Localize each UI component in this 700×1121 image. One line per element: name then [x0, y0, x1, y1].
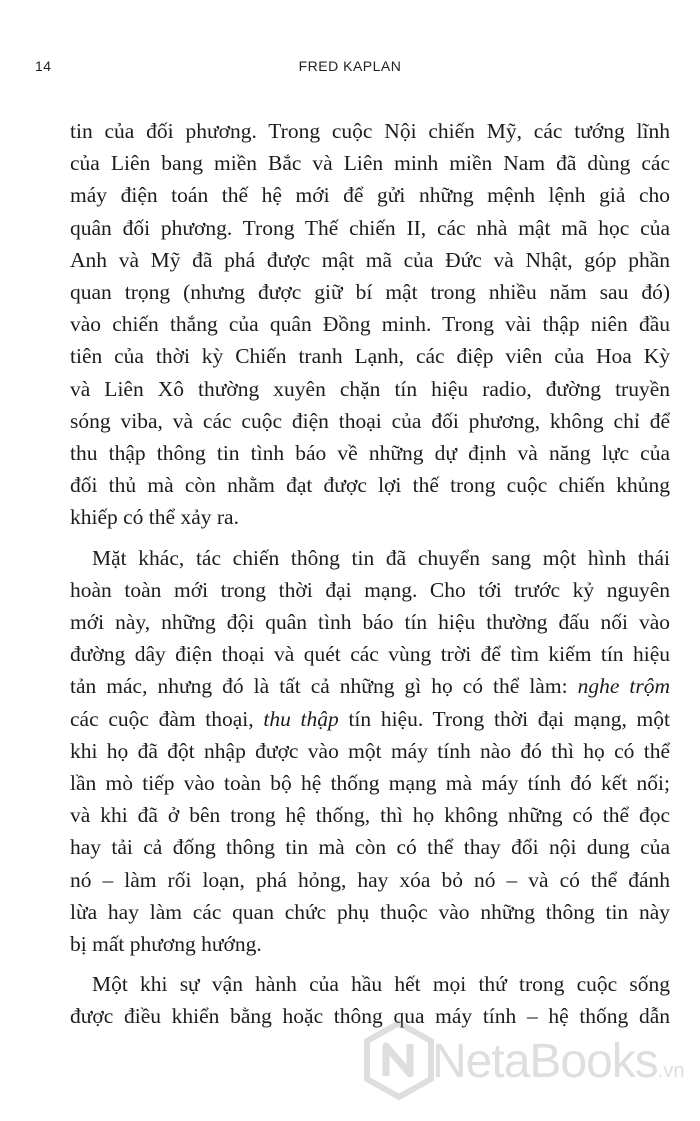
text-line: được điều khiển bằng hoặc thông qua máy tính – hệ thống dẫn — [70, 1004, 670, 1029]
paragraph-spacer — [70, 960, 670, 968]
italic-run: thu thập — [263, 706, 339, 731]
text-line: vào chiến thắng của quân Đồng minh. Trong vài thập niên đầu — [70, 312, 670, 337]
netabooks-watermark — [362, 1016, 694, 1108]
text-line: và Liên Xô thường xuyên chặn tín hiệu radio, đường truyền — [70, 376, 670, 401]
paragraph-1 — [70, 115, 670, 534]
text-line: khiếp có thể xảy ra. — [70, 505, 239, 530]
running-head-author: FRED KAPLAN — [298, 58, 402, 74]
text-line: Một khi sự vận hành của hầu hết mọi thứ trong cuộc sống — [92, 972, 670, 997]
watermark-brand: NetaBooks — [432, 1035, 658, 1088]
text-line: Anh và Mỹ đã phá được mật mã của Đức và Nhật, góp phần — [70, 247, 670, 272]
text-line-with-italic — [70, 703, 670, 735]
text-line: mới này, những đội quân tình báo tín hiệu thường đấu nối vào — [70, 610, 670, 635]
text-line: tiên của thời kỳ Chiến tranh Lạnh, các điệp viên của Hoa Kỳ — [70, 344, 670, 369]
running-header — [0, 58, 700, 80]
text-line: nó – làm rối loạn, phá hỏng, hay xóa bỏ nó – và có thể đánh — [70, 867, 670, 892]
text-run: các cuộc đàm thoại, — [70, 706, 264, 731]
text-line: Mặt khác, tác chiến thông tin đã chuyển sang một hình thái — [92, 545, 670, 570]
text-line: lừa hay làm các quan chức phụ thuộc vào những thông tin này — [70, 899, 670, 924]
page-number: 14 — [35, 58, 52, 74]
text-line: bị mất phương hướng. — [70, 932, 262, 957]
paragraph-spacer — [70, 534, 670, 542]
body-text — [70, 115, 670, 1033]
text-line: lần mò tiếp vào toàn bộ hệ thống mạng mà máy tính đó kết nối; — [70, 771, 670, 796]
text-line-with-italic — [70, 670, 670, 702]
italic-run: nghe trộm — [577, 674, 670, 699]
text-line: hay tải cả đống thông tin mà còn có thể thay đổi nội dung của — [70, 835, 670, 860]
text-line: đường dây điện thoại và quét các vùng trời để tìm kiếm tín hiệu — [70, 642, 670, 667]
paragraph-2 — [70, 542, 670, 961]
netabooks-logo-icon — [364, 1020, 434, 1100]
text-line: quan trọng (nhưng được giữ bí mật trong nhiều năm sau đó) — [70, 280, 670, 305]
text-line: và khi đã ở bên trong hệ thống, thì họ không những có thể đọc — [70, 803, 670, 828]
text-line: khi họ đã đột nhập được vào một máy tính nào đó thì họ có thể — [70, 738, 670, 763]
text-run: tín hiệu. Trong thời đại mạng, một — [338, 706, 670, 731]
text-line: máy điện toán thế hệ mới để gửi những mệnh lệnh giả cho — [70, 183, 670, 208]
text-run: tản mác, nhưng đó là tất cả những gì họ có thể làm: — [70, 674, 578, 699]
text-line: thu thập thông tin tình báo về những dự định và năng lực của — [70, 441, 670, 466]
text-line: quân đối phương. Trong Thế chiến II, các nhà mật mã học của — [70, 215, 670, 240]
text-line: tin của đối phương. Trong cuộc Nội chiến Mỹ, các tướng lĩnh — [70, 119, 670, 143]
text-line: sóng viba, và các cuộc điện thoại của đối phương, không chỉ để — [70, 408, 670, 433]
watermark-suffix: .vn — [657, 1060, 685, 1082]
watermark-text — [432, 1034, 684, 1089]
text-line: đối thủ mà còn nhằm đạt được lợi thế trong cuộc chiến khủng — [70, 473, 670, 498]
text-line: hoàn toàn mới trong thời đại mạng. Cho tới trước kỷ nguyên — [70, 577, 670, 602]
text-line: của Liên bang miền Bắc và Liên minh miền Nam đã dùng các — [70, 151, 670, 176]
